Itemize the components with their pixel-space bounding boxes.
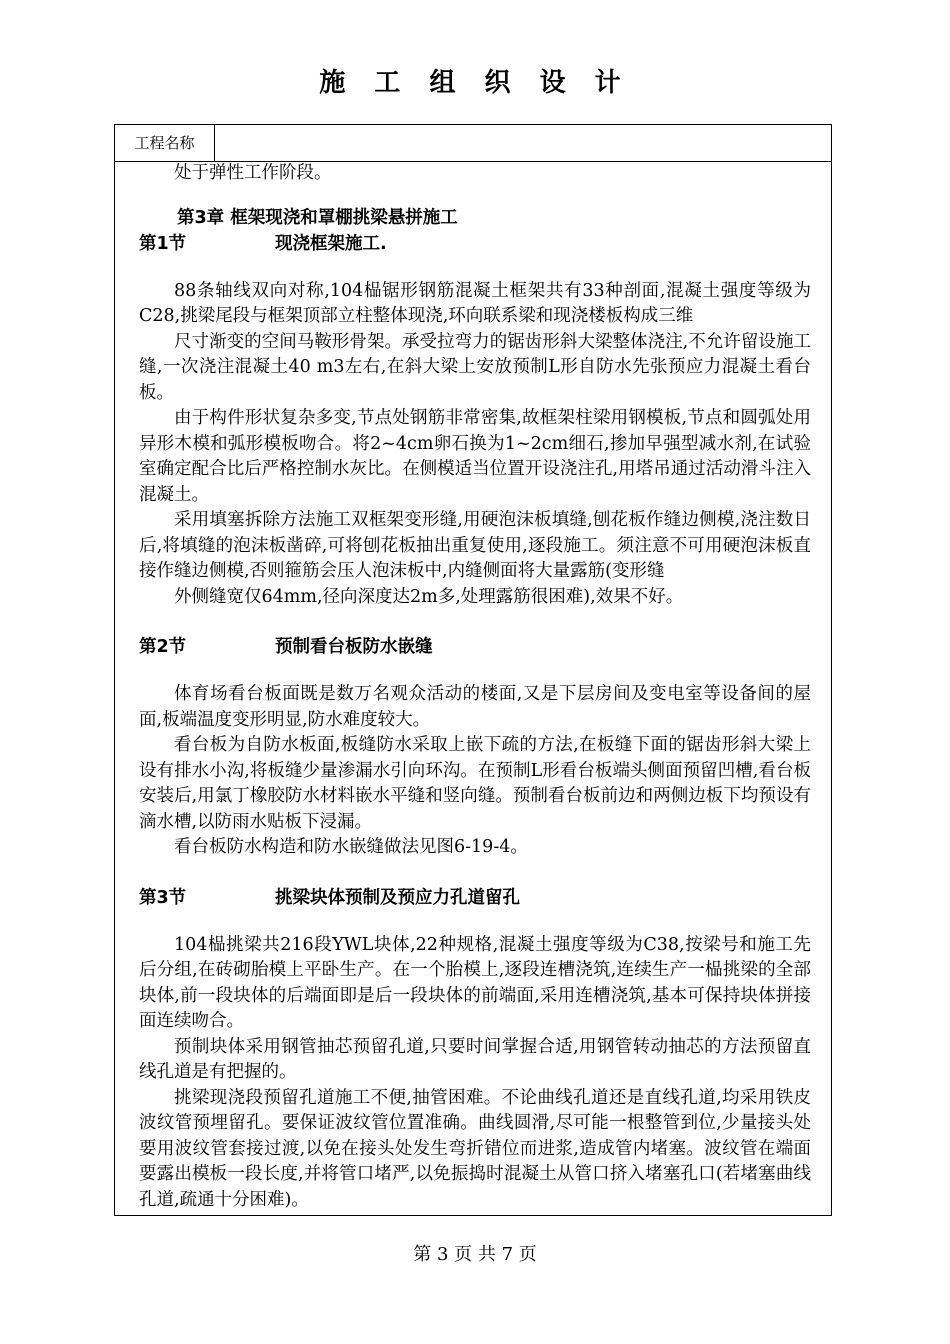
section-heading-3 [139, 885, 811, 911]
paragraph: 由于构件形状复杂多变,节点处钢筋非常密集,故框架柱梁用钢模板,节点和圆弧处用异形木模和弧形模板吻合。将2~4cm卵石换为1~2cm细石,掺加早强型减水剂,在试验室确定配合比后严格控制水灰比。在侧模适当位置开设浇注孔,用塔吊通过活动滑斗注入混凝土。 [139, 408, 811, 505]
paragraph: 预制块体采用钢管抽芯预留孔道,只要时间掌握合适,用钢管转动抽芯的方法预留直线孔道是有把握的。 [139, 1036, 811, 1082]
paragraph: 挑梁现浇段预留孔道施工不便,抽管困难。不论曲线孔道还是直线孔道,均采用铁皮波纹管预埋留孔。要保证波纹管位置准确。曲线圆滑,尽可能一根整管到位,少量接头处要用波纹管套接过渡,以免在接头处发生弯折错位而进浆,造成管内堵塞。波纹管在端面要露出模板一段长度,并将管口堵严,以免振捣时混凝土从管口挤入堵塞孔口(若堵塞曲线孔道,疏通十分困难)。 [139, 1087, 811, 1210]
section-number: 第3节 [139, 887, 187, 908]
project-name-row [115, 125, 831, 162]
section-number: 第2节 [139, 637, 187, 657]
paragraph: 尺寸渐变的空间马鞍形骨架。承受拉弯力的锯齿形斜大梁整体浇注,不允许留设施工缝,一次浇注混凝土40 m3左右,在斜大梁上安放预制L形自防水先张预应力混凝土看台板。 [139, 331, 811, 403]
paragraph: 104榀挑梁共216段YWL块体,22种规格,混凝土强度等级为C38,按梁号和施工先后分组,在砖砌胎模上平卧生产。在一个胎模上,逐段连槽浇筑,连续生产一榀挑梁的全部块体,前一段块体的后端面即是后一段块体的前端面,采用连槽浇筑,基本可保持块体拼接面连续吻合。 [139, 934, 811, 1031]
section-number: 第1节 [139, 233, 187, 254]
form-frame [114, 124, 832, 1216]
paragraph: 外侧缝宽仅64mm,径向深度达2m多,处理露筋很困难),效果不好。 [174, 586, 684, 607]
lead-line: 处于弹性工作阶段。 [174, 163, 332, 183]
document-title: 施 工 组 织 设 计 [319, 68, 631, 98]
chapter-heading: 第3章 框架现浇和罩棚挑梁悬拼施工 [177, 207, 458, 228]
section-heading-1 [139, 231, 811, 257]
document-body [139, 161, 811, 1213]
project-name-value [216, 125, 831, 161]
section-title: 预制看台板防水嵌缝 [275, 637, 433, 657]
paragraph: 88条轴线双向对称,104榀锯形钢筋混凝土框架共有33种剖面,混凝土强度等级为C28,挑梁尾段与框架顶部立柱整体现浇,环向联系梁和现浇楼板构成三维 [139, 280, 811, 326]
section-title: 挑梁块体预制及预应力孔道留孔 [275, 887, 520, 908]
paragraph: 体育场看台板面既是数万名观众活动的楼面,又是下层房间及变电室等设备间的屋面,板端温度变形明显,防水难度较大。 [139, 684, 811, 730]
section-heading-2 [139, 634, 811, 660]
paragraph: 采用填塞拆除方法施工双框架变形缝,用硬泡沫板填缝,刨花板作缝边侧模,浇注数日后,将填缝的泡沫板凿碎,可将刨花板抽出重复使用,逐段施工。须注意不可用硬泡沫板直接作缝边侧模,否则箍筋会压人泡沫板中,内缝侧面将大量露筋(变形缝 [139, 510, 811, 581]
page-number: 第 3 页 共 7 页 [413, 1244, 537, 1265]
section-title: 现浇框架施工. [275, 233, 387, 254]
project-name-label: 工程名称 [115, 125, 215, 161]
paragraph: 看台板为自防水板面,板缝防水采取上嵌下疏的方法,在板缝下面的锯齿形斜大梁上设有排水小沟,将板缝少量渗漏水引向环沟。在预制L形看台板端头侧面预留凹槽,看台板安装后,用氯丁橡胶防水材料嵌水平缝和竖向缝。预制看台板前边和两侧边板下均预设有滴水槽,以防雨水贴板下浸漏。 [139, 735, 811, 832]
paragraph: 看台板防水构造和防水嵌缝做法见图6-19-4。 [174, 837, 528, 857]
